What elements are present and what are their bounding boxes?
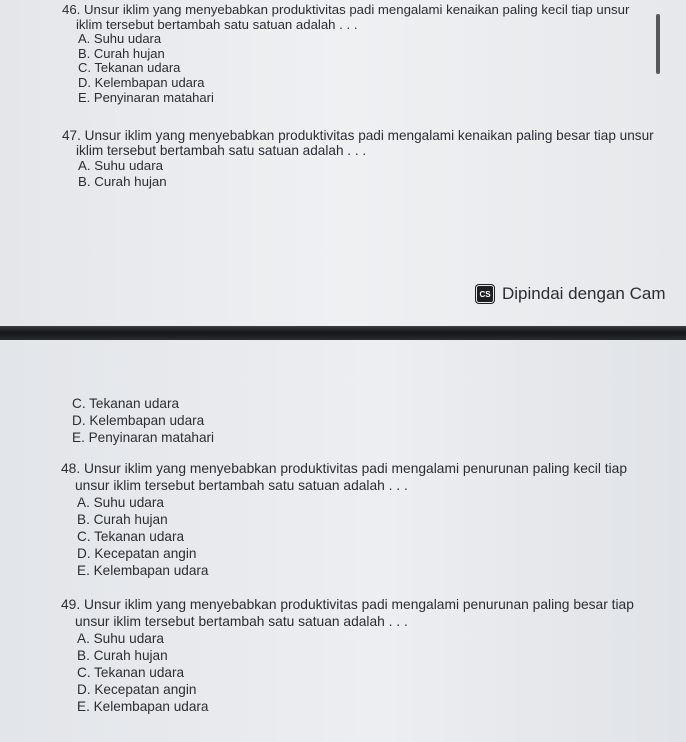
scanner-watermark-text: Dipindai dengan Cam bbox=[502, 284, 666, 303]
question-47 bbox=[62, 128, 654, 189]
question-stem: 46. Unsur iklim yang menyebabkan produktivitas padi mengalami kenaikan paling kecil tiap unsur bbox=[62, 2, 630, 17]
question-stem-continued: unsur iklim tersebut bertambah satu satuan adalah . . . bbox=[75, 614, 408, 629]
option-b[interactable]: B. Curah hujan bbox=[77, 512, 168, 527]
question-47-options-continued bbox=[72, 395, 214, 446]
page-divider bbox=[0, 326, 686, 340]
option-c[interactable]: C. Tekanan udara bbox=[77, 529, 185, 544]
option-a[interactable]: A. Suhu udara bbox=[78, 158, 164, 174]
option-c[interactable]: C. Tekanan udara bbox=[77, 665, 185, 680]
option-b[interactable]: B. Curah hujan bbox=[77, 648, 168, 663]
option-a[interactable]: A. Suhu udara bbox=[78, 31, 162, 47]
question-stem: 49. Unsur iklim yang menyebabkan produktivitas padi mengalami penurunan paling besar tiap bbox=[61, 597, 634, 612]
option-e[interactable]: E. Kelembapan udara bbox=[77, 563, 209, 578]
option-b[interactable]: B. Curah hujan bbox=[78, 173, 167, 189]
option-a[interactable]: A. Suhu udara bbox=[77, 631, 164, 646]
question-stem: 48. Unsur iklim yang menyebabkan produktivitas padi mengalami penurunan paling kecil tiap bbox=[61, 461, 627, 476]
option-d[interactable]: D. Kelembapan udara bbox=[78, 74, 205, 90]
option-d[interactable]: D. Kecepatan angin bbox=[77, 682, 197, 697]
option-c[interactable]: C. Tekanan udara bbox=[78, 60, 181, 76]
option-b[interactable]: B. Curah hujan bbox=[78, 45, 165, 61]
question-49 bbox=[61, 596, 634, 715]
option-d[interactable]: D. Kecepatan angin bbox=[77, 546, 197, 561]
option-c[interactable]: C. Tekanan udara bbox=[72, 396, 180, 411]
question-stem-continued: iklim tersebut bertambah satu satuan adalah . . . bbox=[76, 16, 358, 32]
option-d[interactable]: D. Kelembapan udara bbox=[72, 413, 205, 428]
question-stem: 47. Unsur iklim yang menyebabkan produktivitas padi mengalami kenaikan paling besar tiap unsur bbox=[62, 128, 654, 143]
question-stem-continued: iklim tersebut bertambah satu satuan adalah . . . bbox=[76, 143, 367, 159]
option-e[interactable]: E. Kelembapan udara bbox=[77, 699, 209, 714]
scanner-watermark bbox=[476, 284, 666, 304]
camscanner-logo-icon: CS bbox=[476, 285, 494, 303]
question-48 bbox=[61, 460, 627, 579]
question-stem-continued: unsur iklim tersebut bertambah satu satuan adalah . . . bbox=[75, 478, 408, 493]
question-46 bbox=[62, 3, 629, 105]
option-e[interactable]: E. Penyinaran matahari bbox=[72, 430, 215, 445]
option-e[interactable]: E. Penyinaran matahari bbox=[78, 89, 214, 105]
scrollbar-thumb[interactable] bbox=[656, 14, 660, 74]
option-a[interactable]: A. Suhu udara bbox=[77, 495, 164, 510]
